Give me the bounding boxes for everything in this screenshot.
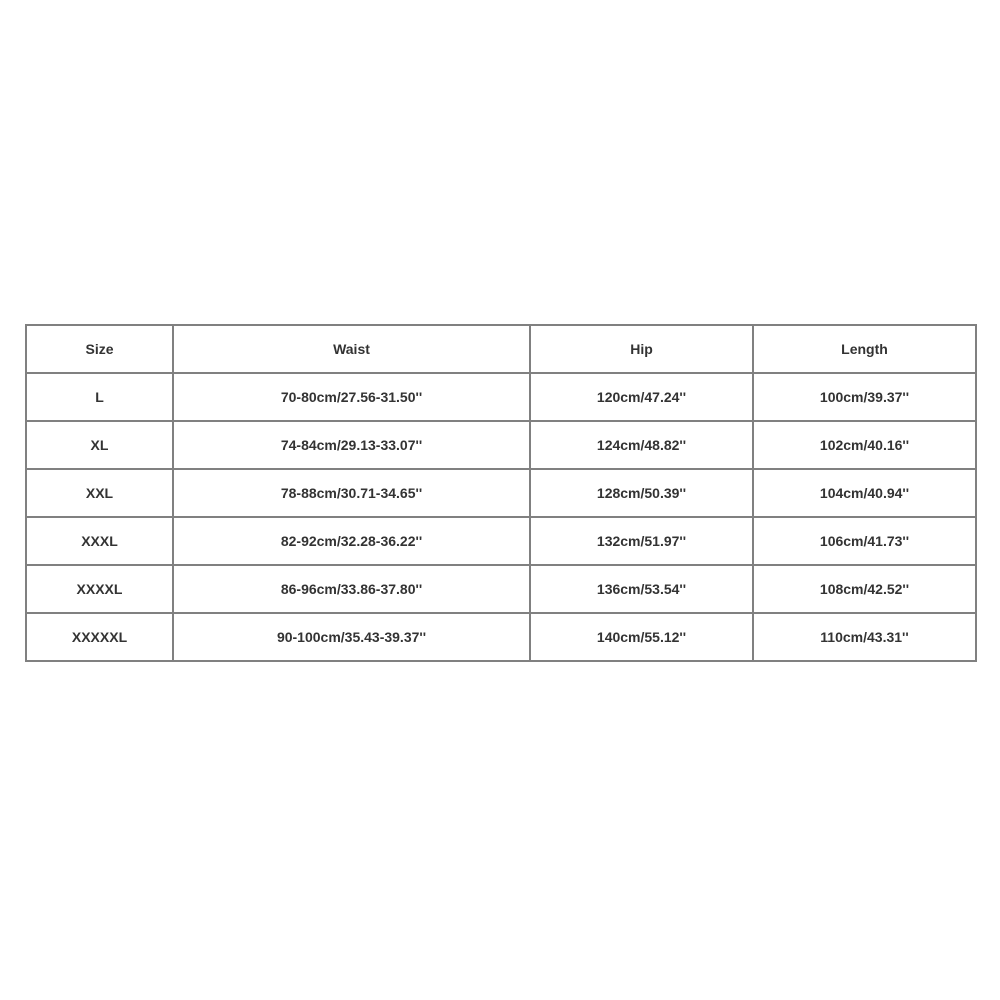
cell-waist: 78-88cm/30.71-34.65''	[173, 469, 530, 517]
cell-length: 104cm/40.94''	[753, 469, 976, 517]
cell-length: 110cm/43.31''	[753, 613, 976, 661]
cell-waist: 86-96cm/33.86-37.80''	[173, 565, 530, 613]
cell-length: 108cm/42.52''	[753, 565, 976, 613]
cell-hip: 140cm/55.12''	[530, 613, 753, 661]
cell-waist: 82-92cm/32.28-36.22''	[173, 517, 530, 565]
table-row	[26, 421, 976, 469]
cell-size: XL	[26, 421, 173, 469]
cell-size: XXL	[26, 469, 173, 517]
cell-waist: 74-84cm/29.13-33.07''	[173, 421, 530, 469]
header-hip: Hip	[530, 325, 753, 373]
cell-size: L	[26, 373, 173, 421]
table-row	[26, 373, 976, 421]
cell-length: 100cm/39.37''	[753, 373, 976, 421]
cell-size: XXXXL	[26, 565, 173, 613]
table-row	[26, 469, 976, 517]
cell-size: XXXL	[26, 517, 173, 565]
cell-waist: 90-100cm/35.43-39.37''	[173, 613, 530, 661]
table-row	[26, 565, 976, 613]
cell-size: XXXXXL	[26, 613, 173, 661]
header-size: Size	[26, 325, 173, 373]
table-header-row	[26, 325, 976, 373]
cell-waist: 70-80cm/27.56-31.50''	[173, 373, 530, 421]
cell-length: 106cm/41.73''	[753, 517, 976, 565]
cell-length: 102cm/40.16''	[753, 421, 976, 469]
size-chart-table	[25, 324, 977, 662]
cell-hip: 128cm/50.39''	[530, 469, 753, 517]
header-waist: Waist	[173, 325, 530, 373]
cell-hip: 124cm/48.82''	[530, 421, 753, 469]
cell-hip: 120cm/47.24''	[530, 373, 753, 421]
cell-hip: 132cm/51.97''	[530, 517, 753, 565]
header-length: Length	[753, 325, 976, 373]
table-row	[26, 613, 976, 661]
table-row	[26, 517, 976, 565]
cell-hip: 136cm/53.54''	[530, 565, 753, 613]
